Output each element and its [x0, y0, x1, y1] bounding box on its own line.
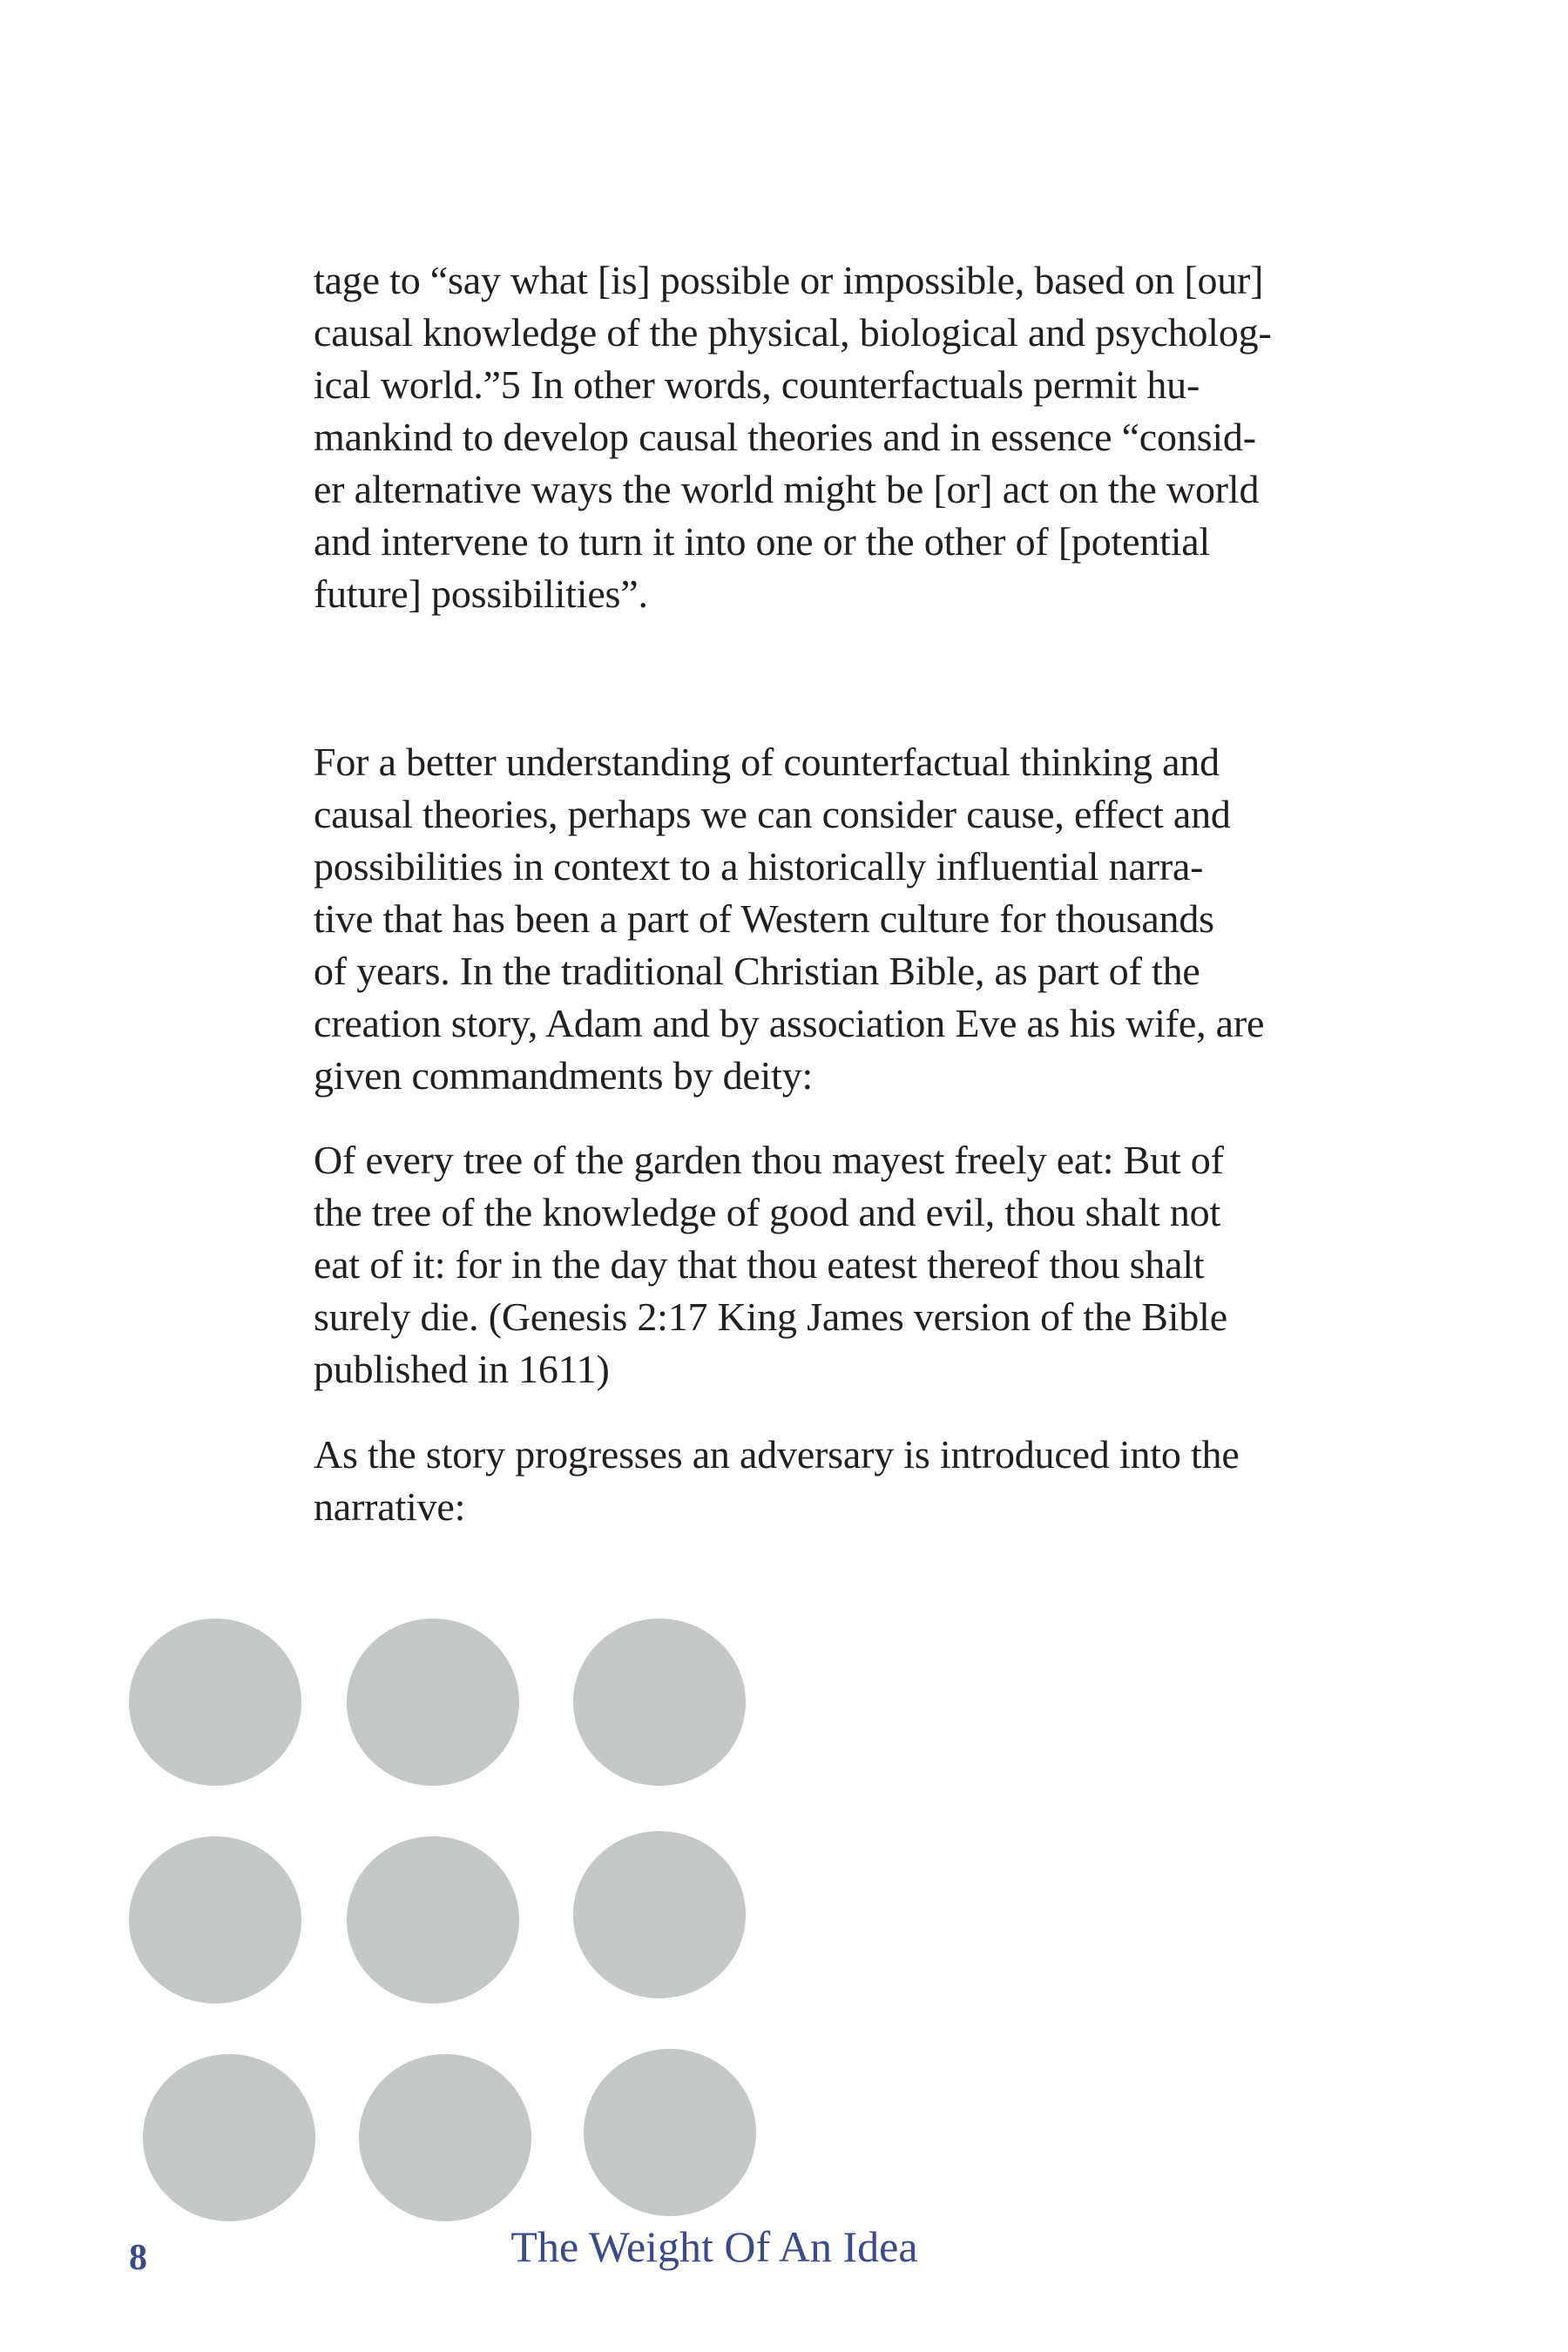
text-line: causal knowledge of the physical, biological and psycholog-	[314, 310, 1272, 355]
text-line: published in 1611)	[314, 1347, 610, 1391]
text-line: creation story, Adam and by association Eve as his wife, are	[314, 1001, 1265, 1045]
text-line: causal theories, perhaps we can consider cause, effect and	[314, 792, 1231, 836]
decorative-dot	[129, 1836, 301, 2004]
decorative-dot	[573, 1619, 746, 1786]
running-footer-title: The Weight Of An Idea	[510, 2222, 918, 2271]
text-line: eat of it: for in the day that thou eatest thereof thou shalt	[314, 1242, 1205, 1287]
text-line: narrative:	[314, 1484, 466, 1529]
text-line: mankind to develop causal theories and in essence “consid-	[314, 415, 1256, 459]
text-line: given commandments by deity:	[314, 1053, 814, 1098]
page-number: 8	[129, 2238, 147, 2278]
text-line: tive that has been a part of Western culture for thousands	[314, 896, 1214, 941]
paragraph-continuation	[314, 254, 1315, 620]
decorative-dot	[359, 2054, 531, 2221]
text-line: and intervene to turn it into one or the other of [potential	[314, 519, 1211, 564]
text-line: For a better understanding of counterfactual thinking and	[314, 740, 1220, 784]
paragraph-adversary	[314, 1429, 1315, 1533]
decorative-dot	[129, 1619, 301, 1786]
text-line: of years. In the traditional Christian Bible, as part of the	[314, 949, 1200, 993]
text-line: surely die. (Genesis 2:17 King James version of the Bible	[314, 1294, 1227, 1339]
decorative-dot	[143, 2054, 315, 2221]
decorative-dot	[347, 1619, 519, 1786]
text-line: possibilities in context to a historically influential narra-	[314, 844, 1204, 889]
text-line: Of every tree of the garden thou mayest freely eat: But of	[314, 1138, 1224, 1182]
text-line: future] possibilities”.	[314, 571, 648, 616]
text-line: tage to “say what [is] possible or impossible, based on [our]	[314, 258, 1264, 302]
paragraph-creation-story	[314, 736, 1315, 1102]
text-line: er alternative ways the world might be [or] act on the world	[314, 467, 1260, 511]
text-line: As the story progresses an adversary is introduced into the	[314, 1432, 1240, 1477]
decorative-dot	[584, 2049, 756, 2216]
text-line: the tree of the knowledge of good and evil, thou shalt not	[314, 1190, 1221, 1234]
decorative-dot	[347, 1836, 519, 2004]
decorative-dot	[573, 1831, 746, 1998]
text-line: ical world.”5 In other words, counterfactuals permit hu-	[314, 362, 1200, 407]
genesis-quote	[314, 1134, 1315, 1396]
